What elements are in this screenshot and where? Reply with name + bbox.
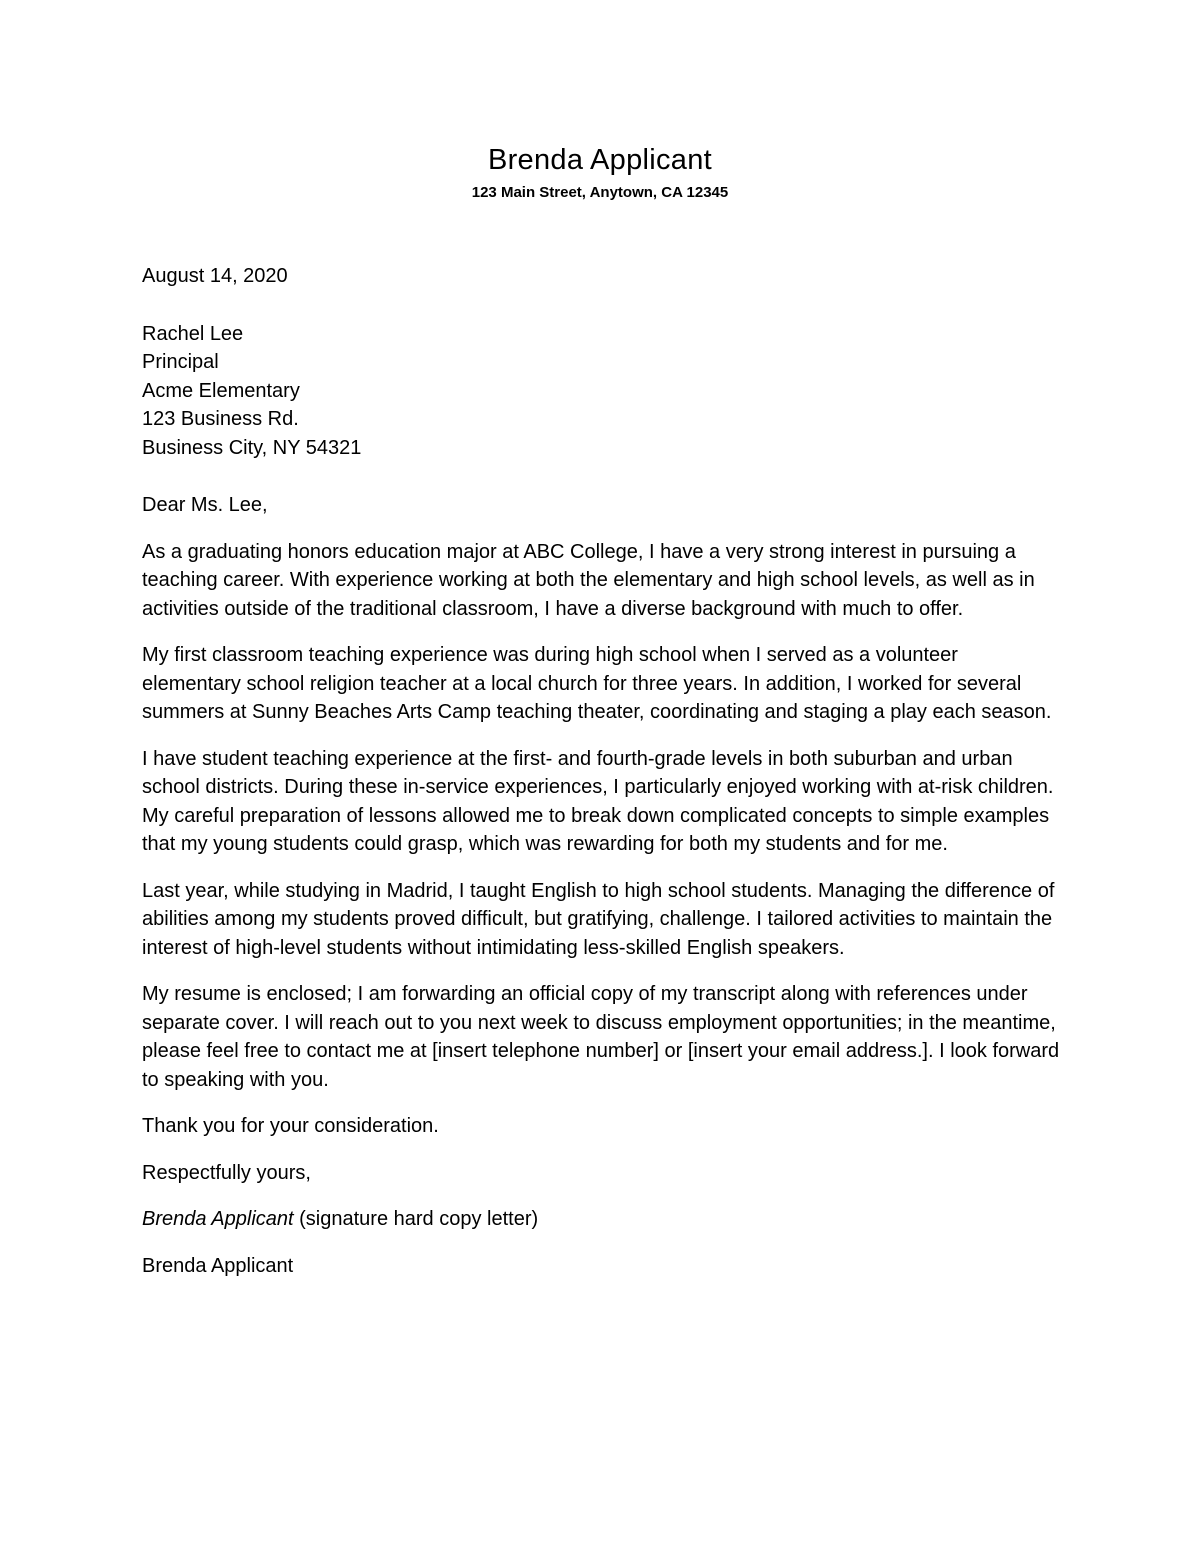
letter-header [0,142,1200,204]
typed-name: Brenda Applicant [142,1254,294,1277]
signature-note: (signature hard copy letter) [293,1208,539,1230]
signature-line [142,1205,1062,1234]
paragraph-first-experience: My first classroom teaching experience was during high school when I served as a volunteer elementary school religion teacher at a local church for three years. In addition, I worked for several summers at Sunny Beaches Arts Camp teaching theater, coordinating and staging a play each season. [142,644,1052,723]
paragraph-student-teaching: I have student teaching experience at the first- and fourth-grade levels in both suburban and urban school districts. During these in-service experiences, I particularly enjoyed working with at-risk children. My careful preparation of lessons allowed me to break down complicated concepts to simple examples that my young students could grasp, which was rewarding for both my students and for me. [142,747,1054,855]
recipient-city: Business City, NY 54321 [142,436,362,459]
paragraph-intro: As a graduating honors education major at ABC College, I have a very strong interest in pursuing a teaching career. With experience working at both the elementary and high school levels, as well as in activities outside of the traditional classroom, I have a diverse background with much to offer. [142,540,1035,620]
sender-name: Brenda Applicant [487,144,713,176]
salutation: Dear Ms. Lee, [142,494,268,516]
recipient-organization: Acme Elementary [142,379,300,402]
recipient-street: 123 Business Rd. [142,408,299,430]
recipient-title: Principal [142,351,219,373]
sender-address: 123 Main Street, Anytown, CA 12345 [471,184,729,201]
paragraph-madrid: Last year, while studying in Madrid, I taught English to high school students. Managing the difference of abilities among my students proved difficult, but gratifying, challenge. I tailored activities to maintain the interest of high-level students without intimidating less-skilled English speakers. [142,879,1055,959]
signature-name: Brenda Applicant [142,1208,294,1230]
thanks-line: Thank you for your consideration. [142,1115,439,1137]
recipient-block [142,320,1062,463]
closing-line: Respectfully yours, [142,1161,311,1184]
letter-body [142,262,1062,1280]
letter-date: August 14, 2020 [142,265,288,287]
paragraph-resume: My resume is enclosed; I am forwarding an official copy of my transcript along with references under separate cover. I will reach out to you next week to discuss employment opportunities; in the meantime, please feel free to contact me at [insert telephone number] or [insert your email address.]. I look forward to speaking with you. [142,983,1060,1091]
recipient-name: Rachel Lee [142,322,244,345]
